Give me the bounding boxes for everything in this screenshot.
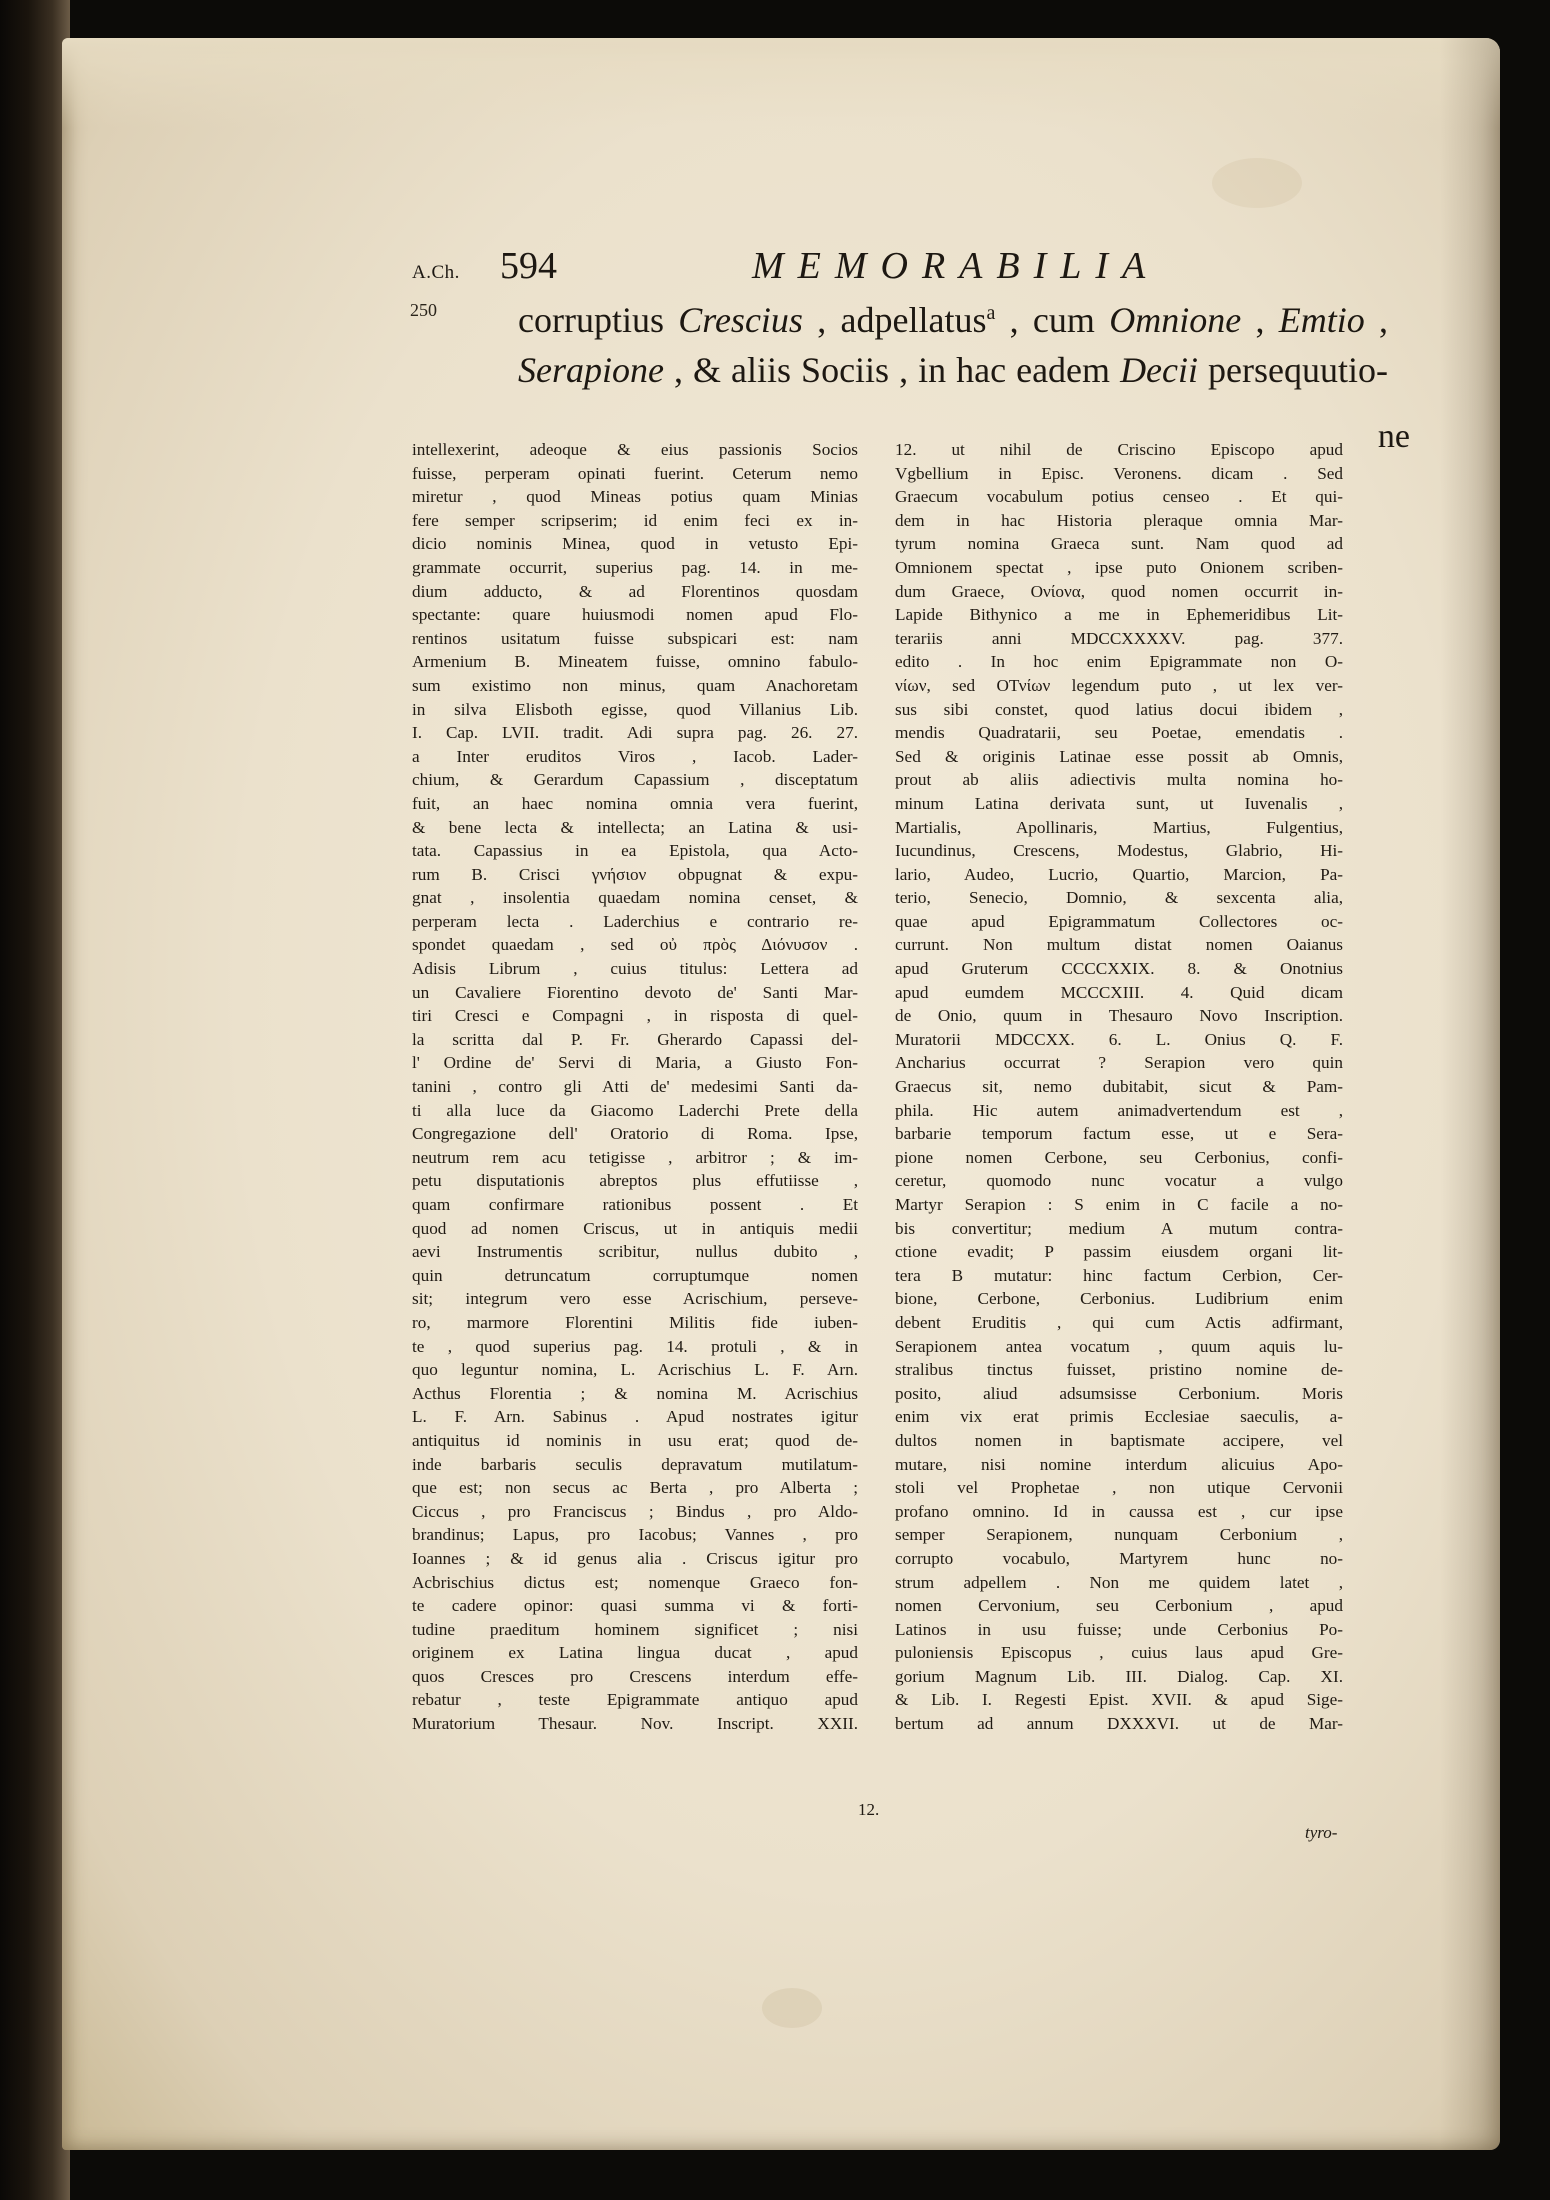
text-line: tiri Cresci e Compagni , in risposta di quel-	[412, 1006, 858, 1026]
text-line: & bene lecta & intellecta; an Latina & usi-	[412, 817, 858, 837]
text-line: puloniensis Episcopus , cuius laus apud Gre-	[895, 1643, 1343, 1663]
text-line: Armenium B. Mineatem fuisse, omnino fabulo-	[412, 652, 858, 672]
text-line: apud eumdem MCCCXIII. 4. Quid dicam	[895, 982, 1343, 1002]
text-line: Iucundinus, Crescens, Modestus, Glabrio, Hi-	[895, 841, 1343, 861]
text-line: rentinos usitatum fuisse subspicari est: nam	[412, 628, 858, 648]
text-line: semper Serapionem, nunquam Cerbonium ,	[895, 1525, 1343, 1545]
head-line-1: corruptius Crescius , adpellatus$^a$ , cum Omnione , Emtio ,	[518, 300, 1389, 340]
text-line: tera B mutatur: hinc factum Cerbion, Cer-	[895, 1265, 1343, 1285]
text-line: Graecus sit, nemo dubitabit, sicut & Pam-	[895, 1077, 1343, 1097]
text-line: Muratorii MDCCXX. 6. L. Onius Q. F.	[895, 1029, 1343, 1049]
text-line: ro, marmore Florentini Militis fide iuben-	[412, 1312, 858, 1332]
text-line: Congregazione dell' Oratorio di Roma. Ipse,	[412, 1124, 858, 1144]
text-line: Ioannes ; & id genus alia . Criscus igitur pro	[412, 1548, 858, 1568]
text-line: antiquitus id nominis in usu erat; quod de-	[412, 1430, 858, 1450]
text-line: Adisis Librum , cuius titulus: Lettera ad	[412, 959, 858, 979]
text-line: terio, Senecio, Domnio, & sexcenta alia,	[895, 888, 1343, 908]
text-line: spectante: quare huiusmodi nomen apud Flo-	[412, 605, 858, 625]
text-line: quae apud Epigrammatum Collectores oc-	[895, 911, 1343, 931]
text-line: Ancharius occurrat ? Serapion vero quin	[895, 1053, 1343, 1073]
text-line: Vgbellium in Episc. Veronens. dicam . Sed	[895, 463, 1343, 483]
text-line: intellexerint, adeoque & eius passionis Socios	[412, 440, 858, 459]
text-line: stoli vel Prophetae , non utique Cervonii	[895, 1478, 1343, 1498]
text-line: Martialis, Apollinaris, Martius, Fulgentius,	[895, 817, 1343, 837]
page-deckle-edge	[62, 38, 1500, 128]
text-line: l' Ordine de' Servi di Maria, a Giusto Fon-	[412, 1053, 858, 1073]
text-line: phila. Hic autem animadvertendum est ,	[895, 1100, 1343, 1120]
text-line: fuisse, perperam opinati fuerint. Ceterum nemo	[412, 463, 858, 483]
running-head	[412, 240, 1312, 290]
right-catchword: tyro-	[1305, 1823, 1338, 1842]
text-line: dem in hac Historia pleraque omnia Mar-	[895, 510, 1343, 530]
text-line: chium, & Gerardum Capassium , disceptatum	[412, 770, 858, 790]
text-line: in silva Elisboth egisse, quod Villanius Lib.	[412, 699, 858, 719]
text-line: edito . In hoc enim Epigrammate non O-	[895, 652, 1343, 672]
text-line: petu disputationis abreptos plus effutiisse ,	[412, 1171, 858, 1191]
left-column	[412, 438, 858, 1736]
text-line: Graecum vocabulum potius censeo . Et qui-	[895, 487, 1343, 507]
text-line: brandinus; Lapus, pro Iacobus; Vannes , pro	[412, 1525, 858, 1545]
text-line: gnat , insolentia quaedam nomina censet, &	[412, 888, 858, 908]
text-line: quam confirmare rationibus possent . Et	[412, 1195, 858, 1214]
text-line: νίων, sed ΟΤνίων legendum puto , ut lex ver-	[895, 675, 1343, 695]
text-line: la scritta dal P. Fr. Gherardo Capassi del-	[412, 1029, 858, 1049]
text-line: tyrum nomina Graeca sunt. Nam quod ad	[895, 534, 1343, 554]
left-catchword: 12.	[858, 1800, 880, 1819]
text-line: posito, aliud adsumsisse Cerbonium. Moris	[895, 1383, 1343, 1403]
paper-stain	[762, 1988, 822, 2028]
text-line: pione nomen Cerbone, seu Cerbonius, confi-	[895, 1147, 1343, 1167]
text-line: quod ad nomen Criscus, ut in antiquis medii	[412, 1218, 858, 1238]
text-line: aevi Instrumentis scribitur, nullus dubito ,	[412, 1242, 858, 1262]
page-number: 594	[500, 245, 557, 287]
text-line: originem ex Latina lingua ducat , apud	[412, 1643, 858, 1663]
right-column	[895, 438, 1343, 1736]
text-line: L. F. Arn. Sabinus . Apud nostrates igitur	[412, 1407, 858, 1427]
text-line: & Lib. I. Regesti Epist. XVII. & apud Sige-	[895, 1690, 1343, 1710]
text-line: tanini , contro gli Atti de' medesimi Santi da-	[412, 1077, 858, 1097]
text-line: strum adpellem . Non me quidem latet ,	[895, 1572, 1343, 1592]
text-line: dum Graece, Ονίονα, quod nomen occurrit in-	[895, 581, 1343, 601]
text-line: miretur , quod Mineas potius quam Minias	[412, 487, 858, 507]
running-title: MEMORABILIA	[752, 245, 1160, 287]
text-line: ceretur, quomodo nunc vocatur a vulgo	[895, 1171, 1343, 1191]
text-line: quin detruncatum corruptumque nomen	[412, 1265, 858, 1285]
text-line: terariis anni MDCCXXXXV. pag. 377.	[895, 628, 1343, 648]
text-line: Serapionem antea vocatum , quum aquis lu-	[895, 1336, 1343, 1356]
text-line: bis convertitur; medium A mutum contra-	[895, 1218, 1343, 1238]
text-line: tata. Capassius in ea Epistola, qua Acto-	[412, 841, 858, 861]
text-line: te cadere opinor: quasi summa vi & forti-	[412, 1596, 858, 1616]
text-line: Lapide Bithynico a me in Ephemeridibus Lit-	[895, 605, 1343, 625]
text-line: sit; integrum vero esse Acrischium, perseve-	[412, 1289, 858, 1309]
head-paragraph	[518, 295, 1388, 395]
text-line: barbarie temporum factum esse, ut e Sera-	[895, 1124, 1343, 1144]
text-line: debent Eruditis , qui cum Actis adfirmant,	[895, 1312, 1343, 1332]
text-line: stralibus tinctus fuisset, pristino nomine de-	[895, 1360, 1343, 1380]
text-line: Sed & originis Latinae esse possit ab Omnis,	[895, 746, 1343, 766]
text-line: minum Latina derivata sunt, ut Iuvenalis ,	[895, 793, 1343, 813]
margin-year: 250	[410, 300, 437, 320]
text-line: rebatur , teste Epigrammate antiquo apud	[412, 1690, 858, 1710]
text-line: inde barbaris seculis depravatum mutilatum-	[412, 1454, 858, 1474]
text-line: tudine praeditum hominem significet ; nisi	[412, 1619, 858, 1639]
text-line: profano omnino. Id in caussa est , cur ipse	[895, 1501, 1343, 1521]
text-line: Ciccus , pro Franciscus ; Bindus , pro Aldo-	[412, 1501, 858, 1521]
text-line: mendis Quadratarii, seu Poetae, emendatis .	[895, 723, 1343, 743]
text-line: lario, Audeo, Lucrio, Quartio, Marcion, Pa-	[895, 864, 1343, 884]
text-line: fuit, an haec nomina omnia vera fuerint,	[412, 793, 858, 813]
text-line: ti alla luce da Giacomo Laderchi Prete della	[412, 1100, 858, 1120]
text-line: currunt. Non multum distat nomen Oaianus	[895, 935, 1343, 955]
text-line: bertum ad annum DXXXVI. ut de Mar-	[895, 1714, 1343, 1734]
text-line: Martyr Serapion : S enim in C facile a no-	[895, 1195, 1343, 1214]
text-line: perperam lecta . Laderchius e contrario re-	[412, 911, 858, 931]
text-line: bione, Cerbone, Cerbonius. Ludibrium enim	[895, 1289, 1343, 1309]
text-line: Latinos in usu fuisse; unde Cerbonius Po-	[895, 1619, 1343, 1639]
text-line: quo leguntur nomina, L. Acrischius L. F. Arn.	[412, 1360, 858, 1380]
margin-era-label: A.Ch.	[412, 262, 460, 283]
text-line: te , quod superius pag. 14. protuli , & in	[412, 1336, 858, 1356]
text-line: dultos nomen in baptismate accipere, vel	[895, 1430, 1343, 1450]
text-line: grammate occurrit, superius pag. 14. in me-	[412, 557, 858, 577]
text-line: Acthus Florentia ; & nomina M. Acrischius	[412, 1383, 858, 1403]
text-line: Omnionem spectat , ipse puto Onionem scriben-	[895, 557, 1343, 577]
paper-stain	[1212, 158, 1302, 208]
text-line: 12. ut nihil de Criscino Episcopo apud	[895, 440, 1343, 459]
text-line: Muratorium Thesaur. Nov. Inscript. XXII.	[412, 1714, 858, 1734]
scan-background-edge	[0, 0, 70, 2200]
text-line: de Onio, quum in Thesauro Novo Inscription.	[895, 1006, 1343, 1026]
text-line: fere semper scripserim; id enim feci ex in-	[412, 510, 858, 530]
text-line: neutrum rem acu tetigisse , arbitror ; & im-	[412, 1147, 858, 1167]
text-line: que est; non secus ac Berta , pro Alberta ;	[412, 1478, 858, 1498]
text-line: un Cavaliere Fiorentino devoto de' Santi Mar-	[412, 982, 858, 1002]
text-line: sus sibi constet, quod latius docui ibidem ,	[895, 699, 1343, 719]
text-line: Acbrischius dictus est; nomenque Graeco fon-	[412, 1572, 858, 1592]
text-line: ctione evadit; P passim eiusdem organi lit-	[895, 1242, 1343, 1262]
text-line: nomen Cervonium, seu Cerbonium , apud	[895, 1596, 1343, 1616]
text-line: spondet quaedam , sed οὐ πρὸς Διόνυσον .	[412, 935, 858, 955]
text-line: corrupto vocabulo, Martyrem hunc no-	[895, 1548, 1343, 1568]
gutter-shadow	[1440, 38, 1500, 2150]
text-line: mutare, nisi nomine interdum alicuius Apo-	[895, 1454, 1343, 1474]
text-line: I. Cap. LVII. tradit. Adi supra pag. 26. 27.	[412, 723, 858, 743]
text-line: gorium Magnum Lib. III. Dialog. Cap. XI.	[895, 1666, 1343, 1686]
text-line: enim vix erat primis Ecclesiae saeculis, a-	[895, 1407, 1343, 1427]
head-last-word: ne	[1377, 418, 1410, 455]
text-line: a Inter eruditos Viros , Iacob. Lader-	[412, 746, 858, 766]
text-line: quos Cresces pro Crescens interdum effe-	[412, 1666, 858, 1686]
footnote-marker: a	[986, 302, 996, 324]
text-line: apud Gruterum CCCCXXIX. 8. & Onotnius	[895, 959, 1343, 979]
text-line: prout ab aliis adiectivis multa nomina ho-	[895, 770, 1343, 790]
text-line: dium adducto, & ad Florentinos quosdam	[412, 581, 858, 601]
head-line-2: Serapione , & aliis Sociis , in hac eadem Decii persequutio-	[518, 350, 1388, 390]
text-line: dicio nominis Minea, quod in vetusto Epi-	[412, 534, 858, 554]
text-line: rum B. Crisci γνήσιον obpugnat & expu-	[412, 864, 858, 884]
text-line: sum existimo non minus, quam Anachoretam	[412, 675, 858, 695]
